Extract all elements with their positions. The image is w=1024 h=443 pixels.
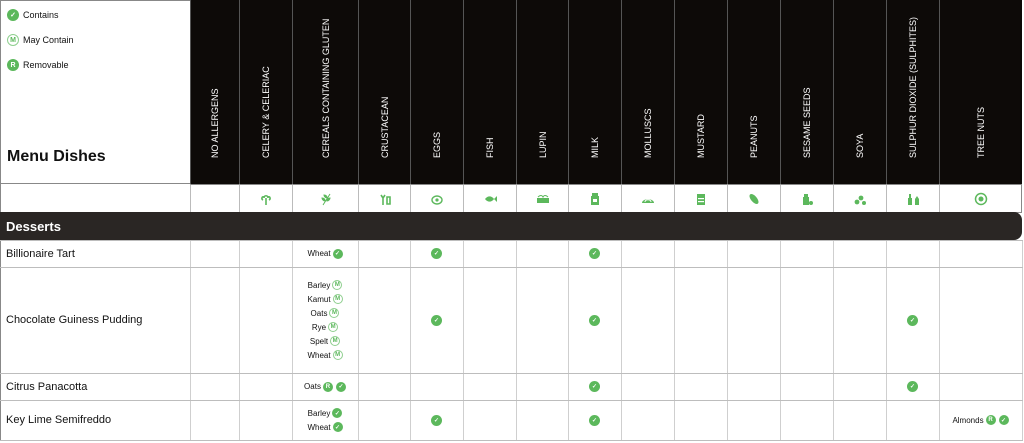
page-title: Menu Dishes [7,148,106,165]
sulphite-icon [906,192,920,206]
allergen-label: CRUSTACEAN [379,96,390,158]
allergen-entry [308,280,343,290]
contains-icon: ✓ [589,381,600,392]
contains-icon: ✓ [7,9,19,21]
allergen-entry [312,322,338,332]
allergen-icon-cell [410,184,463,213]
allergen-cell [292,373,358,400]
allergen-label: LUPIN [537,131,548,158]
ingredient-label: Oats [310,308,328,318]
allergen-label: SESAME SEEDS [802,87,812,158]
allergen-entry [907,381,918,392]
column-divider [1022,240,1023,440]
contains-icon: ✓ [332,408,342,418]
allergen-column-header [568,0,621,184]
may-contain-icon: M [328,322,338,332]
ingredient-label: Wheat [307,350,331,360]
allergen-column-header [833,0,886,184]
allergen-label: PEANUTS [749,115,759,158]
allergen-icon-cell [190,184,239,213]
icon-row-blank [0,184,190,213]
allergen-cell [568,400,621,440]
allergen-column-header [939,0,1022,184]
allergen-cell [939,400,1022,440]
allergen-label: TREE NUTS [976,106,986,158]
legend-label: May Contain [23,35,74,45]
may-contain-icon: M [333,350,343,360]
allergen-icon-cell [568,184,621,213]
legend-removable [7,59,69,71]
allergen-icon-cell [674,184,727,213]
dish-name: Citrus Panacotta [6,380,88,393]
allergen-icon-cell [780,184,833,213]
eggs-icon [430,192,444,206]
allergen-label: CELERY & CELERIAC [261,66,271,158]
allergen-label: MOLLUSCS [643,108,653,158]
allergen-cell [292,240,358,267]
contains-icon: ✓ [431,315,442,326]
table-row [0,267,1022,373]
contains-icon: ✓ [999,415,1009,425]
allergen-cell [292,267,358,373]
ingredient-label: Wheat [307,422,331,432]
allergen-cell [410,240,463,267]
allergen-label: MILK [590,136,600,158]
allergen-entry [589,315,600,326]
allergen-label: SOYA [855,133,865,158]
ingredient-label: Oats [304,382,321,391]
allergen-cell [568,373,621,400]
allergen-column-header [410,0,463,184]
allergen-cell [292,400,358,440]
allergen-entry [431,415,442,426]
contains-icon: ✓ [336,382,346,392]
contains-icon: ✓ [589,315,600,326]
allergen-label: EGGS [432,131,442,158]
allergen-icon-cell [463,184,516,213]
allergen-entry [952,415,1008,425]
allergen-icon-cell [358,184,410,213]
dish-name: Key Lime Semifreddo [6,414,112,426]
allergen-entry [307,422,342,432]
allergen-column-header [239,0,292,184]
contains-icon: ✓ [431,415,442,426]
legend-may-contain [7,34,74,46]
ingredient-label: Barley [307,408,331,418]
allergen-label: MUSTARD [696,114,706,158]
ingredient-label: Almonds [952,415,984,425]
allergen-entry [311,308,340,318]
allergen-column-header [516,0,568,184]
contains-icon: ✓ [589,248,600,259]
sesame-icon [800,192,814,206]
allergen-cell [410,400,463,440]
allergen-entry [307,294,342,304]
table-row [0,240,1022,267]
allergen-entry [304,382,346,392]
contains-icon: ✓ [907,315,918,326]
allergen-icon-cell [239,184,292,213]
allergen-label: FISH [485,137,495,158]
soya-icon [853,192,867,206]
allergen-column-header [886,0,939,184]
allergen-icon-cell [292,184,358,213]
legend-label: Removable [23,60,69,70]
allergen-cell [568,267,621,373]
category-label: Desserts [6,218,61,234]
category-header [0,212,1022,240]
removable-icon: R [986,415,996,425]
ingredient-label: Wheat [307,249,331,258]
crustacean-icon [378,192,392,206]
allergen-icon-cell [886,184,939,213]
ingredient-label: Barley [307,280,331,290]
contains-icon: ✓ [431,248,442,259]
allergen-entry [589,381,600,392]
contains-icon: ✓ [333,422,343,432]
may-contain-icon: M [333,294,343,304]
ingredient-label: Rye [311,322,327,332]
legend-box [0,0,190,184]
allergen-entry [310,336,340,346]
may-contain-icon: M [7,34,19,46]
allergen-column-header [727,0,780,184]
allergen-label: CEREALS CONTAINING GLUTEN [320,18,331,158]
allergen-entry [307,249,342,259]
allergen-icon-cell [727,184,780,213]
allergen-icon-cell [939,184,1022,213]
allergen-cell [886,267,939,373]
ingredient-label: Kamut [307,294,331,304]
lupin-icon [536,192,550,206]
contains-icon: ✓ [333,249,343,259]
dish-name: Billionaire Tart [6,247,75,260]
legend-label: Contains [23,10,59,20]
removable-icon: R [7,59,19,71]
allergen-cell [568,240,621,267]
allergen-entry [589,415,600,426]
peanut-icon [747,192,761,206]
tree-nut-icon [974,192,988,206]
allergen-column-header [292,0,358,184]
wheat-icon [319,192,333,206]
allergen-label: SULPHUR DIOXIDE (SULPHITES) [908,16,918,158]
allergen-entry [431,315,442,326]
allergen-icon-cell [516,184,568,213]
contains-icon: ✓ [907,381,918,392]
allergen-entry [307,350,342,360]
dish-name: Chocolate Guiness Pudding [6,314,143,326]
allergen-cell [886,373,939,400]
allergen-cell [410,267,463,373]
mustard-icon [694,192,708,206]
celery-icon [259,192,273,206]
allergen-entry [308,408,343,418]
legend-contains [7,9,59,21]
allergen-entry [589,248,600,259]
allergen-entry [431,248,442,259]
ingredient-label: Spelt [309,336,329,346]
may-contain-icon: M [332,280,342,290]
allergen-column-header [190,0,239,184]
allergen-icon-cell [833,184,886,213]
row-divider [0,440,1023,441]
may-contain-icon: M [330,336,340,346]
allergen-column-header [358,0,410,184]
table-row [0,400,1022,440]
allergen-icon-cell [621,184,674,213]
allergen-column-header [621,0,674,184]
table-row [0,373,1022,400]
allergen-column-header [674,0,727,184]
milk-icon [588,192,602,206]
allergen-label: NO ALLERGENS [210,88,220,158]
fish-icon [483,192,497,206]
contains-icon: ✓ [589,415,600,426]
mollusc-icon [641,192,655,206]
may-contain-icon: M [329,308,339,318]
allergen-entry [907,315,918,326]
removable-icon: R [323,382,333,392]
allergen-column-header [780,0,833,184]
allergen-column-header [463,0,516,184]
